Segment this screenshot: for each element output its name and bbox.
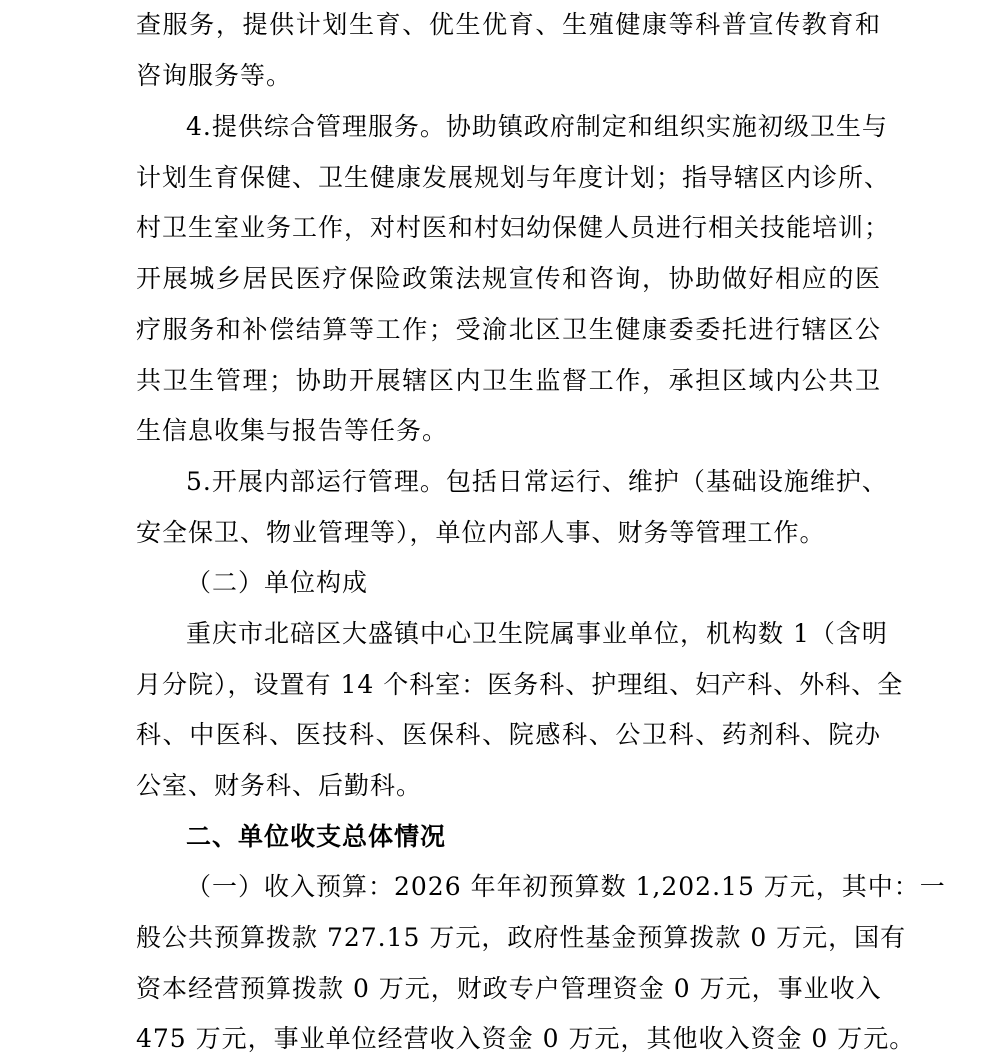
body-text-line: 疗服务和补偿结算等工作；受渝北区卫生健康委委托进行辖区公 xyxy=(136,315,881,344)
body-text-line: 村卫生室业务工作，对村医和村妇幼保健人员进行相关技能培训； xyxy=(136,213,891,242)
paragraph-first-line: 重庆市北碚区大盛镇中心卫生院属事业单位，机构数 1（含明 xyxy=(186,619,888,648)
paragraph-first-line: （一）收入预算：2026 年年初预算数 1,202.15 万元，其中：一 xyxy=(186,872,946,901)
body-text-line: 安全保卫、物业管理等），单位内部人事、财务等管理工作。 xyxy=(136,518,826,547)
body-text-line: 公室、财务科、后勤科。 xyxy=(136,771,423,800)
paragraph-first-line: 4.提供综合管理服务。协助镇政府制定和组织实施初级卫生与 xyxy=(186,112,888,141)
body-text-line: 计划生育保健、卫生健康发展规划与年度计划；指导辖区内诊所、 xyxy=(136,163,891,192)
body-text-line: 查服务，提供计划生育、优生优育、生殖健康等科普宣传教育和 xyxy=(136,10,881,39)
body-text-line: 开展城乡居民医疗保险政策法规宣传和咨询，协助做好相应的医 xyxy=(136,264,881,293)
body-text-line: 生信息收集与报告等任务。 xyxy=(136,416,449,445)
body-text-line: 咨询服务等。 xyxy=(136,61,293,90)
body-text-line: 共卫生管理；协助开展辖区内卫生监督工作，承担区域内公共卫 xyxy=(136,366,881,395)
body-text-line: 般公共预算拨款 727.15 万元，政府性基金预算拨款 0 万元，国有 xyxy=(136,923,907,952)
paragraph-first-line: 5.开展内部运行管理。包括日常运行、维护（基础设施维护、 xyxy=(186,467,888,496)
section-heading: 二、单位收支总体情况 xyxy=(186,822,447,851)
body-text-line: 资本经营预算拨款 0 万元，财政专户管理资金 0 万元，事业收入 xyxy=(136,974,882,1003)
body-text-line: 475 万元，事业单位经营收入资金 0 万元，其他收入资金 0 万元。 xyxy=(136,1024,916,1053)
section-subheading: （二）单位构成 xyxy=(186,568,369,597)
body-text-line: 科、中医科、医技科、医保科、院感科、公卫科、药剂科、院办 xyxy=(136,720,881,749)
body-text-line: 月分院），设置有 14 个科室：医务科、护理组、妇产科、外科、全 xyxy=(136,670,904,699)
